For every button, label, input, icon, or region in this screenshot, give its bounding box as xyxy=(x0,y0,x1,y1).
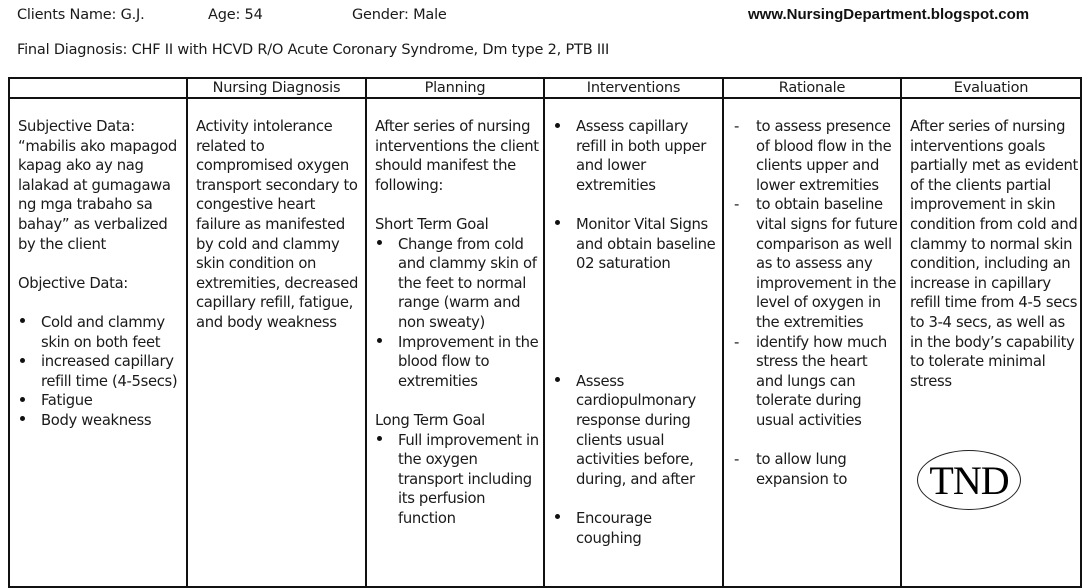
list-item: Cold and clammy skin on both feet xyxy=(18,313,184,352)
col-header-interventions: Interventions xyxy=(544,78,723,98)
col-header-rationale: Rationale xyxy=(723,78,901,98)
evaluation-text: After series of nursing interventions goals partially met as evident of the clients partial improvement in skin condition from cold and clammy to normal skin condition, including an increase in capillary refill time from 4-5 secs to 3-4 secs, as well as in the body’s capability to tolerate minimal stress xyxy=(910,118,1078,390)
bullet-icon xyxy=(20,416,25,421)
planning-cell xyxy=(366,98,544,587)
nursing-care-plan-table xyxy=(8,77,1082,588)
interventions-cell xyxy=(544,98,723,587)
list-item: increased capillary refill time (4-5secs) xyxy=(18,352,184,391)
website-link[interactable]: www.NursingDepartment.blogspot.com xyxy=(748,6,1030,23)
rationale-cell xyxy=(723,98,901,587)
list-item: - to assess presence of blood flow in the clients upper and lower extremities xyxy=(734,118,892,194)
dash-icon: - xyxy=(734,118,739,135)
list-item: - to allow lung expansion to xyxy=(734,451,848,488)
bullet-icon xyxy=(555,220,560,225)
bullet-icon xyxy=(555,514,560,519)
list-item: - to obtain baseline vital signs for future comparison as well as to assess any improvement in the level of oxygen in the extremities xyxy=(734,196,898,331)
short-term-goal-label: Short Term Goal xyxy=(375,215,489,233)
list-item: Fatigue xyxy=(18,391,184,411)
subjective-label: Subjective Data: xyxy=(18,118,135,135)
list-item: Monitor Vital Signs and obtain baseline 02 saturation xyxy=(553,215,720,274)
client-gender: Gender: Male xyxy=(352,7,447,23)
client-age: Age: 54 xyxy=(208,7,263,23)
col-header-nursing-diagnosis: Nursing Diagnosis xyxy=(187,78,366,98)
nursing-diagnosis-text: Activity intolerance related to compromised oxygen transport secondary to congestive heart failure as manifested by cold and clammy skin condition on extremities, decreased capillary refill, fatigue, and body weakness xyxy=(196,118,358,331)
dash-icon: - xyxy=(734,333,739,351)
bullet-icon xyxy=(555,123,560,128)
col-header-assessment xyxy=(9,78,187,98)
list-item: Change from cold and clammy skin of the feet to normal range (warm and non sweaty) xyxy=(375,235,541,333)
short-term-goals xyxy=(375,235,541,392)
list-item: Encourage coughing xyxy=(553,509,720,548)
final-diagnosis: Final Diagnosis: CHF II with HCVD R/O Acute Coronary Syndrome, Dm type 2, PTB III xyxy=(17,42,610,58)
bullet-icon xyxy=(377,436,382,441)
list-item: Full improvement in the oxygen transport including its perfusion function xyxy=(375,431,541,529)
dash-icon: - xyxy=(734,451,739,469)
col-header-planning: Planning xyxy=(366,78,544,98)
tnd-logo: TND xyxy=(917,450,1021,510)
subjective-text: “mabilis ako mapagod kapag ako ay nag lalakad at gumagawa ng mga trabaho sa bahay” as verbalized by the client xyxy=(18,137,177,253)
bullet-icon xyxy=(555,377,560,382)
client-name: Clients Name: G.J. xyxy=(17,7,145,23)
dash-icon: - xyxy=(734,196,739,214)
col-header-evaluation: Evaluation xyxy=(901,78,1081,98)
long-term-goals xyxy=(375,431,541,529)
assessment-cell xyxy=(9,98,187,587)
bullet-icon xyxy=(20,318,25,323)
nursing-diagnosis-cell xyxy=(187,98,366,587)
list-item: Body weakness xyxy=(18,411,184,431)
list-item: Assess capillary refill in both upper and lower extremities xyxy=(553,117,720,195)
planning-intro: After series of nursing interventions the client should manifest the following: xyxy=(375,118,539,194)
list-item: - identify how much stress the heart and lungs can tolerate during usual activities xyxy=(734,333,887,429)
list-item: Improvement in the blood flow to extremities xyxy=(375,333,541,392)
interventions-list xyxy=(553,117,720,548)
table-row xyxy=(9,98,1081,587)
objective-label: Objective Data: xyxy=(18,274,128,292)
rationale-list xyxy=(732,117,898,489)
long-term-goal-label: Long Term Goal xyxy=(375,411,485,429)
bullet-icon xyxy=(20,397,25,402)
bullet-icon xyxy=(377,338,382,343)
objective-list xyxy=(18,313,184,431)
bullet-icon xyxy=(20,358,25,363)
list-item: Assess cardiopulmonary response during clients usual activities before, during, and after xyxy=(553,372,720,490)
table-header-row xyxy=(9,78,1081,98)
bullet-icon xyxy=(377,240,382,245)
evaluation-cell xyxy=(901,98,1081,587)
